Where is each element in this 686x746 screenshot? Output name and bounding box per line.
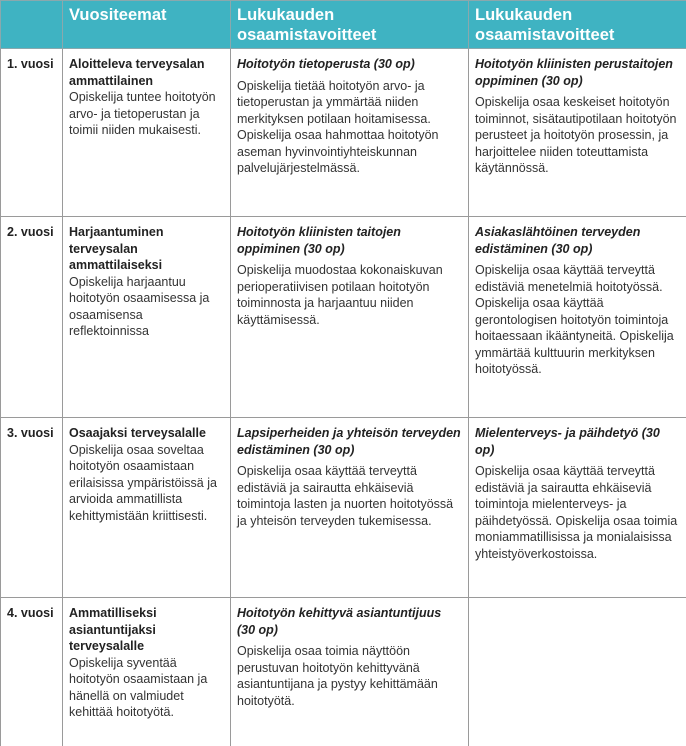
course-title: Mielenterveys- ja päihdetyö (30 op)	[475, 426, 660, 457]
theme-title: Harjaantuminen terveysalan ammattilaiseksi	[69, 225, 164, 272]
theme-description: Opiskelija syventää hoitotyön osaamistaan ja hänellä on valmiudet kehittää hoitotyötä.	[69, 655, 208, 719]
table-row	[1, 598, 686, 746]
theme-cell	[63, 217, 231, 418]
year-label: 4. vuosi	[7, 606, 54, 620]
theme-title: Aloitteleva terveysalan ammattilainen	[69, 57, 205, 88]
course-title: Hoitotyön tietoperusta (30 op)	[237, 57, 415, 71]
course-description: Opiskelija muodostaa kokonaiskuvan perioperatiivisen potilaan hoitotyön toiminnosta ja harjaantuu niiden käyttämisessä.	[237, 263, 443, 327]
course-description: Opiskelija osaa toimia näyttöön perustuvan hoitotyön kehittyvänä asiantuntijana ja pystyy kehittämään hoitotyötä.	[237, 644, 438, 708]
course-description: Opiskelija osaa käyttää terveyttä edistäviä menetelmiä hoitotyössä. Opiskelija osaa käyttää gerontologisen hoitotyön toimintoja hoitaessaan ikääntyneitä. Opiskelija ymmärtää kulttuurin merkityksen hoitotyössä.	[475, 263, 674, 376]
goal-cell	[231, 217, 469, 418]
course-description: Opiskelija tietää hoitotyön arvo- ja tietoperustan ja ymmärtää niiden merkityksen potilaan hoitamisessa. Opiskelija osaa hahmottaa hoitotyön aseman hyvinvointiyhteiskunnan palvelujärjestelmässä.	[237, 78, 439, 175]
goal-cell	[469, 49, 686, 217]
goal-cell	[469, 217, 686, 418]
header-themes: Vuositeemat	[63, 1, 231, 49]
course-description: Opiskelija osaa keskeiset hoitotyön toiminnot, sisätautipotilaan hoitotyön perusteet ja hoitotyön prosessin, ja harjoittelee niiden toteuttamista käytännössä.	[475, 95, 677, 175]
goal-cell	[231, 49, 469, 217]
table-row	[1, 49, 686, 217]
theme-description: Opiskelija tuntee hoitotyön arvo- ja tietoperustan ja toimii niiden mukaisesti.	[69, 90, 216, 137]
header-semester-goals-1: Lukukauden osaamistavoitteet	[231, 1, 469, 49]
year-cell	[1, 418, 63, 598]
year-label: 3. vuosi	[7, 426, 54, 440]
header-semester-goals-2: Lukukauden osaamistavoitteet	[469, 1, 686, 49]
theme-cell	[63, 418, 231, 598]
goal-cell	[231, 418, 469, 598]
theme-title: Osaajaksi terveysalalle	[69, 426, 206, 440]
year-cell	[1, 49, 63, 217]
course-title: Lapsiperheiden ja yhteisön terveyden edistäminen (30 op)	[237, 426, 461, 457]
theme-title: Ammatilliseksi asiantuntijaksi terveysalalle	[69, 606, 157, 653]
header-row	[1, 1, 686, 49]
year-label: 1. vuosi	[7, 57, 54, 71]
course-title: Hoitotyön kehittyvä asiantuntijuus (30 op)	[237, 606, 442, 637]
theme-description: Opiskelija osaa soveltaa hoitotyön osaamistaan erilaisissa ympäristöissä ja arvioida ammatillista kehittymistään kriittisesti.	[69, 442, 217, 523]
year-cell	[1, 598, 63, 746]
table-row	[1, 217, 686, 418]
theme-cell	[63, 49, 231, 217]
course-description: Opiskelija osaa käyttää terveyttä edistäviä ja sairautta ehkäiseviä toimintoja lasten ja nuorten hoitotyössä ja yhteisön terveyden tukemisessa.	[237, 464, 454, 528]
theme-cell	[63, 598, 231, 746]
goal-cell	[469, 418, 686, 598]
course-title: Asiakaslähtöinen terveyden edistäminen (30 op)	[475, 225, 641, 256]
year-cell	[1, 217, 63, 418]
goal-cell-empty	[469, 598, 686, 746]
year-label: 2. vuosi	[7, 225, 54, 239]
course-description: Opiskelija osaa käyttää terveyttä edistäviä ja sairautta ehkäiseviä toimintoja mielenterveys- ja päihdetyössä. Opiskelija osaa toimia moniammatillisissa ja monialaisissa yhteistyöverkostoissa.	[475, 464, 678, 561]
course-title: Hoitotyön kliinisten perustaitojen oppiminen (30 op)	[475, 57, 673, 88]
course-title: Hoitotyön kliinisten taitojen oppiminen (30 op)	[237, 225, 401, 256]
goal-cell	[231, 598, 469, 746]
theme-description: Opiskelija harjaantuu hoitotyön osaamisessa ja osaamisensa reflektoinnissa	[69, 274, 210, 338]
table-row	[1, 418, 686, 598]
header-year	[1, 1, 63, 49]
